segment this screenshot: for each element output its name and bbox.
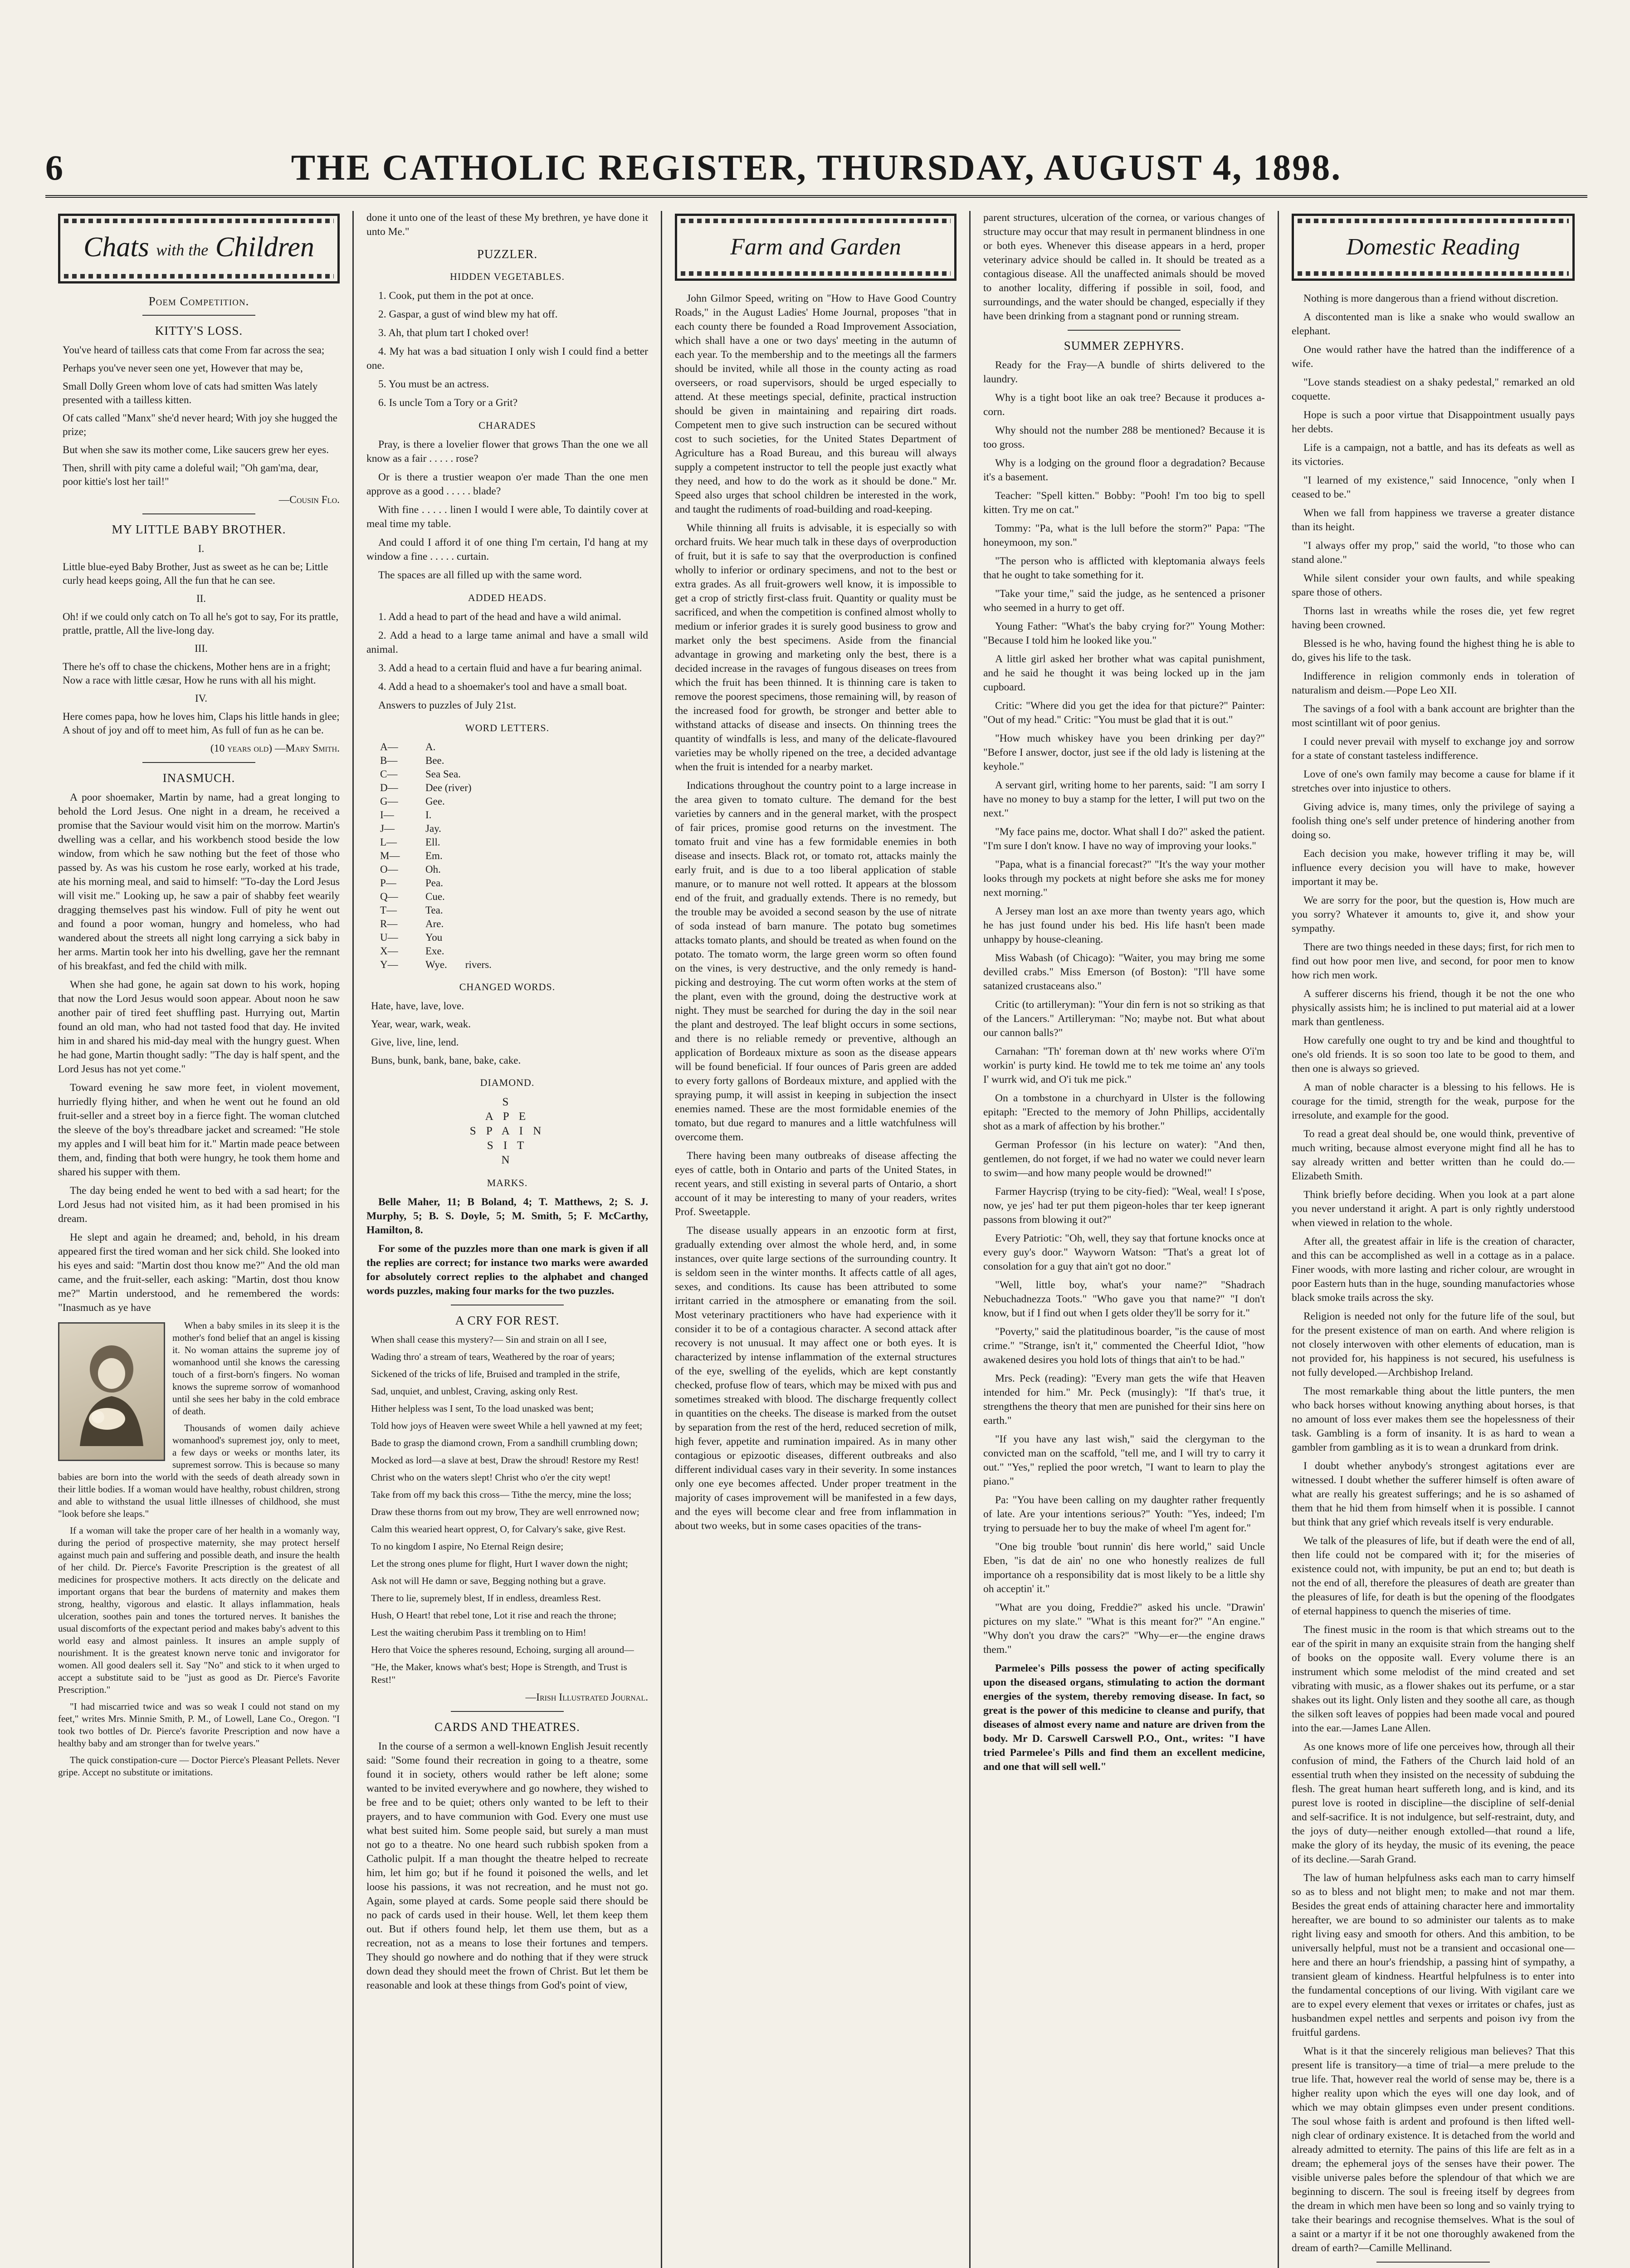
baby-brother-poem — [63, 542, 340, 737]
joke-item: On a tombstone in a churchyard in Ulster is the following epitaph: "Erected to the memory of John Phillips, accidentally shot as a mark of affection by his brother." — [983, 1092, 1265, 1132]
maxim: Religion is needed not only for the future life of the soul, but for the present existence of man on earth. And where religion is not closely interwoven with other elements of education, man is not provided for, his happiness is not secured, his usefulness is not fully developed.—Archbishop Ireland. — [1292, 1310, 1575, 1378]
dept-title: Farm and Garden — [730, 234, 901, 260]
joke-item: "Well, little boy, what's your name?" "Shadrach Nebuchadnezza Toots." "Who gave you that name?" "I don't know, but if I find out when I gets older they'll be sorry for it." — [983, 1279, 1265, 1319]
maxim: Think briefly before deciding. When you look at a part alone you never understand it aright. A part is only rightly understood when viewed in relation to the whole. — [1292, 1189, 1575, 1229]
maxim: "Love stands steadiest on a shaky pedestal," remarked an old coquette. — [1292, 376, 1575, 402]
joke-item: "One big trouble 'bout runnin' dis here world," said Uncle Eben, "is dat de ain' no one who honestly realizes de full importance oh a responsibility dat is most likely to be a little shy oh acceptin' it." — [983, 1541, 1265, 1595]
stanza-number: III. — [195, 642, 208, 654]
article-paragraph: He slept and again he dreamed; and, behold, in his dream appeared first the tired woman and her sick child. She looked into his eyes and said: "Martin dost thou know me?" And the old man came, and the fruit-seller, each asking: "Martin, dost thou know me?" Martin understood, and he remembered the words: "Inasmuch as ye have — [58, 1231, 340, 1314]
joke-item: "The person who is afflicted with kleptomania always feels that he ought to take something for it. — [983, 555, 1265, 581]
maxim: Blessed is he who, having found the highest thing he is able to do, gives his life to the task. — [1292, 638, 1575, 664]
kittys-loss-head: KITTY'S LOSS. — [155, 323, 243, 337]
joke-item: A little girl asked her brother what was capital punishment, and he said he thought it was being locked up in the jam cupboard. — [983, 653, 1265, 693]
rule — [142, 315, 255, 316]
joke-item: Critic (to artilleryman): "Your din fern is not so striking as that of the Lancers." Artilleryman: "No; maybe not. But what about our cannon balls?" — [983, 999, 1265, 1039]
parmelees-pills-notice: Parmelee's Pills possess the power of acting specifically upon the diseased organs, stimulating to action the dormant energies of the system, thereby removing disease. In fact, so great is the power of this medicine to cleanse and purify, that diseases of almost every name and nature are driven from the body. Mr D. Carswell Carswell P.O., Ont., writes: "I have tried Parmelee's Pills and find them an excellent medicine, and one that will sell well." — [983, 1662, 1265, 1773]
diamond-head: DIAMOND. — [480, 1077, 535, 1088]
newspaper-title: THE CATHOLIC REGISTER, THURSDAY, AUGUST 4, 1898. — [291, 147, 1342, 188]
summer-zephyrs-head: SUMMER ZEPHYRS. — [1064, 339, 1185, 352]
article-paragraph: The day being ended he went to bed with a sad heart; for the Lord Jesus had not visited him, as it had been promised in his dream. — [58, 1184, 340, 1225]
maxim: We talk of the pleasures of life, but if death were the end of all, then life could not be compared with it; for the miseries of existence could not, with impunity, be put an end to; but death is not the end of all, therefore the pleasures of death are greater than the pleasures of life, for death is but the opening of the floodgates of eternal happiness to quench the miseries of time. — [1292, 1535, 1575, 1617]
maxim: Hope is such a poor virtue that Disappointment usually pays her debts. — [1292, 409, 1575, 435]
article-paragraph: The disease usually appears in an enzootic form at first, gradually extending over almost the whole herd, and, in some instances, over quite large sections of the surrounding country. It is seldom seen in the winter months. It affects cattle of all ages, sexes, and conditions. Its cause has been attributed to some irritant carried in the atmosphere or emanating from the soil. Most veterinary practitioners who have had experience with it consider it to be of a contagious character. A second attack after recovery is not unusual. It may affect one or both eyes. It is characterized by intense inflammation of the external structures of the eye, swelling of the eyelids, which are kept constantly checked, profuse flow of tears, which may be mixed with pus and sometimes streaked with blood. The discharge frequently collect in quantities on the cheeks. The disease is marked from the outset by separation from the rest of the herd, reduced secretion of milk, high fever, appetite and rumination impaired. As in many other contagious or epizootic diseases, different outbreaks and also different individual cases vary in their severity. In some instances only one eye becomes affected. Under proper treatment in the majority of cases improvement will be manifested in a few days, and the eyes will become clear and free from inflammation in about two weeks, but in some cases opacities of the trans- — [675, 1225, 957, 1532]
column-5 — [1279, 211, 1587, 2268]
maxim: The most remarkable thing about the little punters, the men who back horses without knowing anything about horses, is that no amount of loss ever makes them see the hopelessness of their task. Gambling is a form of insanity. It is as hard to wean a gambler from gambling as it is to wean a drunkard from drink. — [1292, 1385, 1575, 1453]
joke-item: Carnahan: "Th' foreman down at th' new works where O'i'm workin' is purty kind. He towld me to tek me toime an' any tools I' wurrk wid, and O'i tuk me pick." — [983, 1046, 1265, 1085]
joke-item: Every Patriotic: "Oh, well, they say that fortune knocks once at every guy's door." Wayworn Watson: "That's a great lot of consolation for a guy that ain't got no door." — [983, 1232, 1265, 1272]
poem-line: Then, shrill with pity came a doleful wail; "Oh gam'ma, dear, poor kittie's lost her tail!" — [63, 462, 318, 487]
puzzle-item: 5. You must be an actress. — [378, 378, 489, 390]
stanza-number: IV. — [195, 692, 208, 704]
joke-item: Critic: "Where did you get the idea for that picture?" Painter: "Out of my head." Critic: "You must be glad that it is out." — [983, 700, 1265, 726]
maxim: When we fall from happiness we traverse a greater distance than its height. — [1292, 507, 1575, 533]
maxim: Life is a campaign, not a battle, and has its defeats as well as its victories. — [1292, 442, 1575, 468]
charades-head: CHARADES — [478, 420, 536, 431]
ad-paragraph: Thousands of women daily achieve womanhood's supremest joy, only to meet, a few days or weeks or months later, its supremest sorrow. This is because so many babies are born into the world with the seeds of death already sown in their little bodies. If a woman would have healthy, robust children, strong and able to withstand the usual little illnesses of childhood, she must "look before she leaps." — [58, 1422, 340, 1519]
article-paragraph: There having been many outbreaks of disease affecting the eyes of cattle, both in Ontario and parts of the United States, in recent years, and still existing in several parts of Ontario, a short account of it may be interesting to many of your readers, writes Prof. Sweetapple. — [675, 1150, 957, 1218]
maxim: We are sorry for the poor, but the question is, How much are you sorry? Whatever it amounts to, give it, and show your sympathy. — [1292, 894, 1575, 934]
word-letter-row: B— Bee. — [380, 755, 444, 766]
joke-item: "Take your time," said the judge, as he sentenced a prisoner who seemed in a hurry to get off. — [983, 588, 1265, 614]
poem-line: Little blue-eyed Baby Brother, Just as sweet as he can be; Little curly head keeps going, All the fun that he can see. — [63, 561, 328, 586]
stanza-number: II. — [196, 592, 206, 604]
ad-paragraph: If a woman will take the proper care of her health in a womanly way, during the period of prospective maternity, she may protect herself against much pain and suffering and possible death, and insure the health of her child. Dr. Pierce's Favorite Prescription is the greatest of all medicines for prospective mothers. It acts directly on the delicate and important organs that bear the burdens of maternity and makes them strong, healthy, vigorous and elastic. It allays inflammation, heals ulceration, soothes pain and tones the tortured nerves. It banishes the usual discomforts of the expectant period and makes baby's advent to this world easy and almost painless. It insures an ample supply of nourishment. It is the greatest known nerve tonic and invigorator for women. All good dealers sell it. Say "No" and stick to it when urged to accept a substitute said to be "just as good as Dr. Pierce's Favorite Prescription." — [58, 1525, 340, 1695]
masthead — [45, 141, 1587, 198]
ad-paragraph: When a baby smiles in its sleep it is the mother's fond belief that an angel is kissing it. No woman attains the supreme joy of womanhood until she knows the caressing touch of a first-born's fingers. No woman knows the supreme sorrow of womanhood until she sees her baby in the cold embrace of death. — [172, 1320, 340, 1417]
marks-note: For some of the puzzles more than one mark is given if all the replies are correct; for instance two marks were awarded for absolutely correct replies to the alphabet and changed words puzzles, making four marks for the two puzzles. — [366, 1243, 648, 1297]
maxim: A sufferer discerns his friend, though it be not the one who physically assists him; he is inclined to put material aid at a lower mark than gentleness. — [1292, 988, 1575, 1028]
puzzle-item: 3. Ah, that plum tart I choked over! — [378, 327, 529, 339]
cards-theatres-head: CARDS AND THEATRES. — [434, 1720, 580, 1734]
dept-title: Domestic Reading — [1346, 234, 1520, 260]
word-letter-row: C— Sea Sea. — [380, 768, 461, 780]
poem-line: Small Dolly Green whom love of cats had smitten Was lately presented with a tailless kitten. — [63, 380, 318, 406]
article-paragraph: Toward evening he saw more feet, in violent movement, hurriedly flying hither, and when he went out he found an old fruit-seller and a street boy in a fierce fight. The woman clutched the sleeve of the boy's threadbare jacket and screamed: "He stole my apples and I will beat him for it." Martin made peace between them, and, finding that both were hungry, he took them home and shared his supper with them. — [58, 1081, 340, 1178]
column-4 — [971, 211, 1279, 2268]
poem-line: Here comes papa, how he loves him, Claps his little hands in glee; A shout of joy and off to meet him, As full of fun as he can be. — [63, 710, 340, 736]
dept-title-chats: Chats — [83, 232, 149, 263]
article-paragraph: In the course of a sermon a well-known English Jesuit recently said: "Some found their recreation in going to a theatre, some found it in society, others would rather be left alone; some wanted to be invited everywhere and go nowhere, they wished to be free and to be quiet; others only wanted to be left to their prayers, and to have communion with God. Every one must use what best suited him. Some people said, but surely a man must not go to a theatre. No one heard such rubbish spoken from a Catholic pulpit. If a man thought the theatre helped to recreate him, let him go; but if he found it poisoned the wells, and let loose his passions, it was not recreation, and he must not go. Again, some played at cards. Some people said there should be no pack of cards used in their house. Well, let them keep them out. But if others found help, let them use them, but as a recreation, not as a means to lose their fortunes and tempers. They should go nowhere and do nothing that if they were struck down dead they should meet the frown of Christ. But let them be reasonable and look at these things from God's point of view, — [366, 1740, 648, 1991]
word-letter-row: L— Ell. — [380, 836, 440, 848]
word-letter-row: I— I. — [380, 809, 432, 821]
inasmuch-end: done it unto one of the least of these My brethren, ye have done it unto Me." — [366, 212, 648, 238]
maxim: "I learned of my existence," said Innocence, "only when I ceased to be." — [1292, 474, 1575, 500]
charade-item: Or is there a trustier weapon o'er made Than the one men approve as a good . . . . . blade? — [366, 471, 648, 497]
joke-item: Why is a tight boot like an oak tree? Because it produces a-corn. — [983, 392, 1265, 418]
joke-item: German Professor (in his lecture on water): "And then, gentlemen, do not forget, if we had no water we could never learn to swim—and how many people would be drowned!" — [983, 1139, 1265, 1179]
maxim: One would rather have the hatred than the indifference of a wife. — [1292, 344, 1575, 370]
maxim: After all, the greatest affair in life is the creation of character, and this can be accomplished as well in a cottage as in a palace. Finer woods, with more lasting and richer colour, are wrought in poor Eastern huts than in the huge, sounding manufactories whose black smoke trails across the sky. — [1292, 1236, 1575, 1304]
column-3 — [662, 211, 971, 2268]
baby-brother-head: MY LITTLE BABY BROTHER. — [112, 522, 286, 536]
rule — [142, 513, 255, 514]
maxim: Each decision you make, however trifling it may be, will influence every decision you will have to make, however important it may be. — [1292, 848, 1575, 888]
joke-item: Young Father: "What's the baby crying for?" Young Mother: "Because I told him he looked like you." — [983, 621, 1265, 646]
poem-line: Oh! if we could only catch on To all he's got to say, For its prattle, prattle, prattle, All the live-long day. — [63, 611, 339, 636]
joke-item: Mrs. Peck (reading): "Every man gets the wife that Heaven intended for him." Mr. Peck (musingly): "If that's true, it strengthens the theory that men are punished for their sins here on earth." — [983, 1373, 1265, 1427]
maxim: Love of one's own family may become a cause for blame if it stretches over into injustice to others. — [1292, 768, 1575, 794]
maxim: Thorns last in wreaths while the roses die, yet few regret having been crowned. — [1292, 605, 1575, 631]
joke-item: "If you have any last wish," said the clergyman to the convicted man on the scaffold, "tell me, and I will try to carry it out." "Yes," replied the poor wretch, "I want to learn to play the piano." — [983, 1433, 1265, 1487]
joke-item: Tommy: "Pa, what is the lull before the storm?" Papa: "The honeymoon, my son." — [983, 523, 1265, 548]
signature: (10 years old) —Mary Smith. — [210, 742, 340, 754]
rule — [142, 762, 255, 763]
word-letter-row: G— Gee. — [380, 796, 445, 807]
puzzle-item: 6. Is uncle Tom a Tory or a Grit? — [378, 397, 518, 409]
word-letter-row: A— A. — [380, 741, 436, 753]
ad-paragraph: The quick constipation-cure — Doctor Pierce's Pleasant Pellets. Never gripe. Accept no substitute or imitations. — [58, 1754, 340, 1778]
word-letter-row: O— Oh. — [380, 864, 441, 875]
charade-item: The spaces are all filled up with the same word. — [378, 569, 582, 581]
dept-title-children: Children — [215, 232, 314, 263]
joke-item: Farmer Haycrisp (trying to be city-fied): "Weal, weal! I s'pose, now, ye jes' had ter put them pigeon-holes thar ter keep ignerant passons from blowing it out?" — [983, 1186, 1265, 1226]
joke-item: A servant girl, writing home to her parents, said: "I am sorry I have no money to buy a stamp for the letter, I will put two on the next." — [983, 779, 1265, 819]
puzzler-head: PUZZLER. — [477, 247, 538, 261]
columns — [45, 211, 1587, 2268]
signature: —Cousin Flo. — [278, 494, 340, 506]
answers-intro: Answers to puzzles of July 21st. — [378, 699, 517, 711]
maxim: What is it that the sincerely religious man believes? That this present life is transitory—a time of trial—a mere prelude to the true life. That, however real the world of sense may be, there is a higher reality upon which the eyes will one day look, and of which we may obtain glimpses even under present conditions. The soul whose faith is ardent and profound is then lifted well-nigh clear of ordinary existence. It is detached from the world and already admitted to eternity. The pains of this life are felt as in a dream; the ephemeral joys of the senses have their power. The visible universe pales before the splendour of that which we are beginning to discern. The soul is freeing itself by degrees from the dream in which men have been so long and so vainly trying to take their bearings and recognise themselves. What is the soul of a saint or a martyr if it be not one thoroughly awakened from the dream of earth?—Camille Mellinand. — [1292, 2045, 1575, 2254]
puzzle-item: 2. Add a head to a large tame animal and have a small wild animal. — [366, 630, 648, 655]
poem-line: You've heard of tailless cats that come From far across the sea; — [63, 344, 325, 356]
joke-item: Ready for the Fray—A bundle of shirts delivered to the laundry. — [983, 359, 1265, 385]
maxim: Nothing is more dangerous than a friend without discretion. — [1303, 293, 1558, 304]
poem-line: Perhaps you've never seen one yet, However that may be, — [63, 362, 303, 374]
hidden-vegetables-head: HIDDEN VEGETABLES. — [450, 271, 565, 282]
poem-competition-head: Poem Competition. — [148, 294, 249, 308]
word-letter-row: P— Pea. — [380, 877, 443, 889]
maxim: I could never prevail with myself to exchange joy and sorrow for a state of constant tasteless indifference. — [1292, 736, 1575, 762]
newspaper-page — [45, 36, 1587, 2268]
marks-list: Belle Maher, 11; B Boland, 4; T. Matthews, 2; S. J. Murphy, 5; B. S. Doyle, 5; M. Smith, 5; F. McCarthy, Hamilton, 8. — [366, 1196, 648, 1236]
article-paragraph: Indications throughout the country point to a large increase in the area given to tomato culture. The demand for the best varieties by canners and in the general market, with the prospect of fair prices, promise good returns on the investment. The tomato fruit and vine has a few formidable enemies in both disease and insects. Black rot, or tomato rot, attacks mainly the early fruit, and is due to a too liberal application of stable manure, or to manure not well rotted. It appears at the blossom end of the fruit, and gradually extends. There is no remedy, but the trouble may be avoided a second season by the use of nitrate of soda instead of barn manure. The potato bug sometimes attacks tomato plants, and should be treated as when found on the potato. The tomato worm, the large green worm so often found on the vines, is very destructive, and the only remedy is hand-picking and destroying. The cut worm often works at the stem of the plant, even with the ground, doing the destructive work at night. They must be searched for during the day in the soil near the plant and destroyed. The leaf blight occurs in some sections, and there is no reliable remedy or preventive, although an application of Bordeaux mixture as soon as the disease appears will be found beneficial. If four ounces of Paris green are added to every forty gallons of Bordeaux mixture, and applied with the spraying pump, it will assist in keeping in subjection the insect enemies named. These are the most formidable enemies of the tomato, but due regard to manures and a little watchfulness will overcome them. — [675, 780, 957, 1143]
maxim: The finest music in the room is that which streams out to the ear of the spirit in many an exquisite strain from the hanging shelf of books on the opposite wall. Every volume there is an instrument which some melodist of the mind created and set vibrating with music, as a flower shakes out its perfume, or a star shakes out its light. Only listen and they soothe all care, as though the silken soft leaves of poppies had been made vocal and poured into the ear.—James Lane Allen. — [1292, 1624, 1575, 1734]
word-letter-row: U— You — [380, 932, 443, 943]
word-letter-row: T— Tea. — [380, 904, 443, 916]
word-letter-row: J— Jay. — [380, 823, 441, 834]
rule — [1376, 2262, 1490, 2263]
maxim: Indifference in religion commonly ends in toleration of naturalism and deism.—Pope Leo XII. — [1292, 670, 1575, 696]
article-paragraph: John Gilmor Speed, writing on "How to Have Good Country Roads," in the August Ladies' Home Journal, proposes "that in each county there be founded a Road Improvement Association, which shall have a one or two days' meeting in the autumn of each year. To the membership and to the meetings all the farmers should be invited, while all those in the county acting as road overseers, or road supervisors, should be urged especially to attend. At these meetings special, definite, practical instruction should be given in maintaining and repairing dirt roads. Competent men to give such instruction can be secured without cost to such societies, for the United States Department of Agriculture has a Road Bureau, and this bureau will always supply a competent instructor to tell the people just exactly what they need, and how to do the work as it should be done." Mr. Speed also urges that school children be interested in the work, and taught the rudiments of road-building and road-keeping. — [675, 293, 957, 515]
maxim: The savings of a fool with a bank account are brighter than the most scintillant wit of poor genius. — [1292, 703, 1575, 729]
maxim: How carefully one ought to try and be kind and thoughtful to one's old friends. It is so soon too late to be good to them, and then one is always so grieved. — [1292, 1035, 1575, 1075]
changed-words-head: CHANGED WORDS. — [459, 981, 556, 992]
word-letters-list — [380, 740, 648, 972]
charade-item: With fine . . . . . linen I would I were able, To daintily cover at meal time my table. — [366, 504, 648, 530]
poem-line: But when she saw its mother come, Like saucers grew her eyes. — [63, 444, 329, 455]
cry-for-rest-poem: When shall cease this mystery?— Sin and strain on all I see, Wading thro' a stream of tears, Weathered by the roar of years; Sickened of the tricks of life, Bruised and trampled in the strife, Sad, unquiet, and unblest, Craving, asking only Rest. Hither helpless was I sent, To the load unasked was bent; Told how joys of Heaven were sweet While a hell yawned at my feet; Bade to grasp the diamond crown, From a sandhill crumbling down; Mocked as lord—a slave at best, Draw the shroud! Restore my Rest! Christ who on the waters slept! Christ who o'er the city wept! Take from off my back this cross— Tithe the mercy, mine the loss; Draw these thorns from out my brow, They are well enrrowned now; Calm this wearied heart opprest, O, for Calvary's sake, give Rest. To no kingdom I aspire, No Eternal Reign desire; Let the strong ones plume for flight, Hurt I waver down the night; Ask not will He damn or save, Begging nothing but a grave. There to lie, supremely blest, If in endless, dreamless Rest. Hush, O Heart! that rebel tone, Lot it rise and reach the throne; Lest the waiting cherubim Pass it trembling on to Him! Hero that Voice the spheres resound, Echoing, surging all around— "He, the Maker, knows what's best; Hope is Strength, and Trust is Rest!" — [371, 1334, 643, 1685]
article-paragraph: When she had gone, he again sat down to his work, hoping that now the Lord Jesus would soon appear. About noon he saw another pair of tired feet shuffling past. Hurrying out, Martin found an old man, who had not tasted food that day. He invited him in and shared his mid-day meal with the hungry guest. When he had gone, Martin thought sadly: "The day is half spent, and the Lord Jesus has not yet come." — [58, 978, 340, 1075]
joke-item: Why is a lodging on the ground floor a degradation? Because it's a basement. — [983, 457, 1265, 483]
joke-item: Pa: "You have been calling on my daughter rather frequently of late. Are your intentions serious?" Youth: "Yes, indeed; I'm trying to persuade her to buy the make of wheel I'm agent for." — [983, 1494, 1265, 1534]
word-letters-head: WORD LETTERS. — [465, 722, 550, 733]
page-number: 6 — [45, 148, 63, 187]
poem-line: There he's off to chase the chickens, Mother hens are in a fright; Now a race with little cæsar, How he runs with all his might. — [63, 660, 331, 686]
joke-item: "What are you doing, Freddie?" asked his uncle. "Drawin' pictures on my slate." "What is this meant for?" "An engine." "Why don't you draw the cars?" "Why—er—the engine draws them." — [983, 1602, 1265, 1656]
chats-with-children-header — [58, 214, 340, 284]
charade-item: Pray, is there a lovelier flower that grows Than the one we all know as a fair . . . . . rose? — [366, 439, 648, 464]
farm-and-garden-header — [675, 214, 957, 281]
article-paragraph: While thinning all fruits is advisable, it is especially so with orchard fruits. We hear much talk in these days of overproduction of fruit, but it is safe to say that the overproduction is confined wholly to inferior or ordinary specimens, and not to the best or extra grades. As all fruit-growers well know, it is impossible to get a crop of strictly first-class fruit. Quantity or quality must be sacrificed, and when the competition is confined almost wholly to medium or inferior grades it is surely good business to grow and market only the best specimens. Aside from the financial advantage in growing and marketing only the best, there is a decided increase in the ravages of fungous diseases on trees from which the fruit has been thinned. It is thinning care is taken to remove the poorest specimens, those remaining will, by reason of the increased food for growth, be stronger and better able to withstand attacks of disease and insects. On thinning trees the quantity of windfalls is less, and many of the delicate-flavoured varieties may be wholly ripened on the tree, a decided advantage when the fruit is intended for a nearby market. — [675, 522, 957, 773]
puzzle-item: 4. Add a head to a shoemaker's tool and have a small boat. — [378, 681, 627, 693]
rule — [451, 1711, 563, 1712]
maxim: As one knows more of life one perceives how, through all their confusion of mind, the Fathers of the Church laid hold of an essential truth when they insisted on the necessity of subduing the flesh. The great human heart suffereth long, and is kind, and its purest love is rooted in discipline—the discipline of self-denial and self-sacrifice. It is not indulgence, but self-restraint, duty, and the joys of duty—neither enough extolled—that round a life, make the glory of its heyday, the music of its evening, the peace of its decline.—Sarah Grand. — [1292, 1741, 1575, 1865]
word-letter-row: M— Em. — [380, 850, 443, 861]
maxim: "I always offer my prop," said the world, "to those who can stand alone." — [1292, 540, 1575, 566]
diamond-puzzle: S A P E S P A I N S I T N — [469, 1096, 545, 1166]
column-2 — [354, 211, 662, 2268]
maxim: A man of noble character is a blessing to his fellows. He is courage for the timid, strength for the weak, purpose for the irresolute, and example for the good. — [1292, 1081, 1575, 1121]
article-paragraph: A poor shoemaker, Martin by name, had a great longing to behold the Lord Jesus. One night in a dream, he received a promise that the Saviour would visit him on the morrow. Martin's dwelling was a cellar, and his workbench stood beside the low window, from which he saw nothing but the feet of those who passed by. As was his custom he rose early, worked at his trade, ate his morning meal, and said to himself: "To-day the Lord Jesus will visit me." Looking up, he saw a pair of shabby feet wearily dragging themselves past his window. Full of pity he went out and found a poor woman, hungry and homeless, who had wandered about the streets all night long carrying a sick baby in her arms. Martin took her into his dwelling, gave her the remnant of his breakfast, and fed the child with milk. — [58, 791, 340, 972]
poem-line: Of cats called "Manx" she'd never heard; With joy she hugged the prize; — [63, 412, 337, 437]
ad-paragraph: "I had miscarried twice and was so weak I could not stand on my feet," writes Mrs. Minnie Smith, P. M., of Lowell, Lane Co., Oregon. "I took two bottles of Dr. Pierce's favorite Prescription and now have a healthy baby and am stronger than for twelve years." — [58, 1701, 340, 1749]
kittys-loss-poem — [63, 343, 340, 489]
joke-item: Miss Wabash (of Chicago): "Waiter, you may bring me some devilled crabs." Miss Emerson (of Boston): "I'll have some satanized crustaceans also." — [983, 952, 1265, 992]
maxim: A discontented man is like a snake who would swallow an elephant. — [1292, 311, 1575, 337]
cry-for-rest-head: A CRY FOR REST. — [455, 1314, 560, 1327]
added-heads-head: ADDED HEADS. — [468, 592, 547, 603]
inasmuch-head: INASMUCH. — [162, 771, 235, 785]
joke-item: Teacher: "Spell kitten." Bobby: "Pooh! I'm too big to spell kitten. Try me on cat." — [983, 490, 1265, 516]
signature: —Irish Illustrated Journal. — [525, 1691, 648, 1703]
maxim: The law of human helpfulness asks each man to carry himself so as to bless and not blight men; to make and not mar them. Besides the great ends of attaining character here and immortality hereafter, we are bound to so administer our talents as to make right living easy and smooth for others. And this ambition, to be universally helpful, must not be a transient and occasional one—here and there an hour's friendship, a passing hint of sympathy, a transient gleam of kindness. Heartful helpfulness is to enter into the fundamental conceptions of our living. With vigilant care we are to expel every element that vexes or irritates or chafes, just as husbandmen expel nettles and serpents and poison ivy from the fruitful gardens. — [1292, 1872, 1575, 2038]
maxim: While silent consider your own faults, and while speaking spare those of others. — [1292, 572, 1575, 598]
maxim: There are two things needed in these days; first, for rich men to find out how poor men live, and second, for poor men to know how rich men work. — [1292, 941, 1575, 981]
puzzle-item: 2. Gaspar, a gust of wind blew my hat off. — [378, 308, 558, 320]
joke-item: "Poverty," said the platitudinous boarder, "is the cause of most crime." "Strange, isn't it," commented the Cheerful Idiot, "how awakened desires you hold lots of things that ain't to be had." — [983, 1326, 1265, 1366]
maxim: Giving advice is, many times, only the privilege of saying a foolish thing one's self under pretence of hindering another from doing so. — [1292, 801, 1575, 841]
puzzle-item: 4. My hat was a bad situation I only wish I could find a better one. — [366, 346, 648, 371]
domestic-reading-header — [1292, 214, 1575, 281]
word-letter-row: X— Exe. — [380, 945, 444, 957]
joke-item: Why should not the number 288 be mentioned? Because it is too gross. — [983, 425, 1265, 450]
rule — [1068, 330, 1180, 331]
column-1 — [45, 211, 354, 2268]
puzzle-item: 3. Add a head to a certain fluid and have a fur bearing animal. — [378, 662, 642, 674]
maxim: To read a great deal should be, one would think, preventive of much writing, because almost everyone might find all he has to say already written and better written than he could do.—Elizabeth Smith. — [1292, 1128, 1575, 1182]
word-letter-row: D— Dee (river) — [380, 782, 472, 793]
mother-and-baby-engraving-icon — [66, 1333, 157, 1451]
joke-item: "My face pains me, doctor. What shall I do?" asked the patient. "I'm sure I don't know. I have no way of improving your looks." — [983, 826, 1265, 852]
puzzle-item: 1. Cook, put them in the pot at once. — [378, 290, 534, 302]
joke-item: "How much whiskey have you been drinking per day?" "Before I answer, doctor, just see if the old lady is listening at the keyhole." — [983, 733, 1265, 772]
joke-item: "Papa, what is a financial forecast?" "It's the way your mother looks through my pockets at night before she asks me for money next morning." — [983, 859, 1265, 899]
charade-item: And could I afford it of one thing I'm certain, I'd hang at my window a fine . . . . . curtain. — [366, 537, 648, 562]
joke-item: A Jersey man lost an axe more than twenty years ago, which he has just found under his bed. His life hasn't been made unhappy by house-cleaning. — [983, 905, 1265, 945]
maxim: I doubt whether anybody's strongest agitations ever are witnessed. I doubt whether the sufferer himself is often aware of what are really his greatest sufferings; and he is so ashamed of them that he hid them from himself when it is possible. I cannot but think that any grief which reveals itself is very endurable. — [1292, 1460, 1575, 1528]
word-letter-row: Y— Wye. rivers. — [380, 958, 648, 972]
article-paragraph: parent structures, ulceration of the cornea, or various changes of structure may occur that may result in permanent blindness in one or both eyes. Whenever this disease appears in a herd, proper veterinary advice should be called in. It should be treated as a contagious disease. All the unaffected animals should be moved to another locality, differing if possible in soil, food, and surroundings, and the water should be changed, especially if they have been drinking from a stagnant pond or running stream. — [983, 212, 1265, 322]
dept-title-with-the: with the — [156, 240, 209, 259]
rivers-note: rivers. — [465, 959, 492, 970]
word-letter-row: Q— Cue. — [380, 891, 445, 902]
puzzle-item: 1. Add a head to part of the head and have a wild animal. — [378, 611, 621, 623]
advertisement-engraving — [58, 1322, 165, 1461]
changed-words-list: Hate, have, lave, love. Year, wear, wark, weak. Give, live, line, lend. Buns, bunk, bank, bane, bake, cake. — [371, 1000, 521, 1066]
word-letter-row: R— Are. — [380, 918, 444, 929]
marks-head: MARKS. — [487, 1177, 528, 1188]
stanza-number: I. — [198, 543, 205, 554]
